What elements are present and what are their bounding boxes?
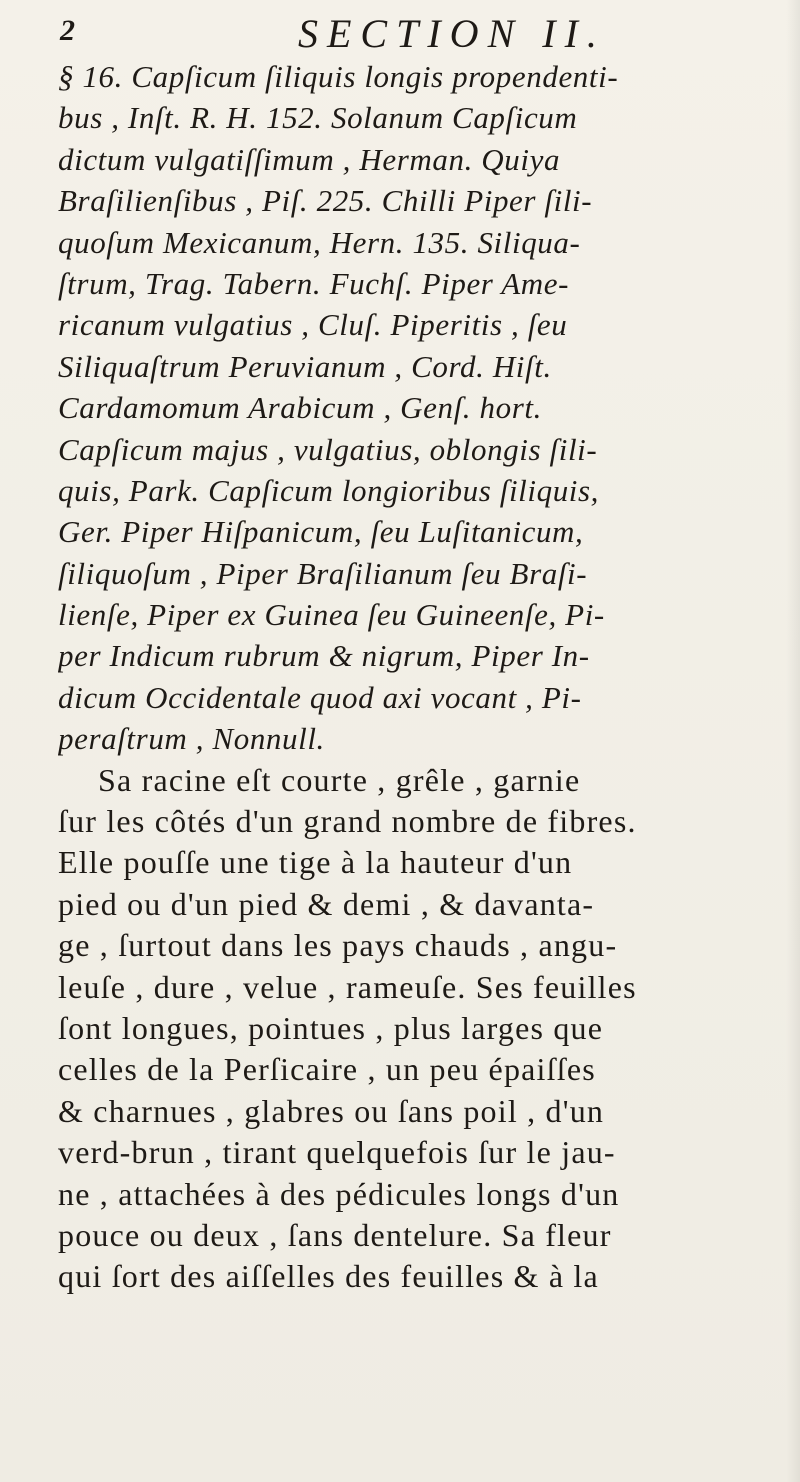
text-line: ſtrum, Trag. Tabern. Fuchſ. Piper Ame- (58, 265, 570, 301)
text-line: peraſtrum , Nonnull. (58, 721, 325, 757)
text-line: lienſe, Piper ex Guinea ſeu Guineenſe, Pi- (58, 597, 605, 633)
text-line: per Indicum rubrum & nigrum, Piper In- (58, 638, 590, 674)
text-line: & charnues , glabres ou ſans poil , d'un (58, 1092, 605, 1129)
text-line: quis, Park. Capſicum longioribus ſiliquis, (58, 472, 600, 508)
page-edge-shadow (786, 0, 800, 1482)
text-line: § 16. Capſicum ſiliquis longis propendenti- (58, 59, 619, 94)
text-line: Ger. Piper Hiſpanicum, ſeu Luſitanicum, (58, 514, 584, 550)
text-line: quoſum Mexicanum, Hern. 135. Siliqua- (58, 224, 581, 260)
text-line: celles de la Perſicaire , un peu épaiſſes (58, 1051, 596, 1088)
text-line: dicum Occidentale quod axi vocant , Pi- (58, 679, 582, 715)
text-line: Braſilienſibus , Piſ. 225. Chilli Piper ſili- (58, 183, 593, 219)
description-paragraph (58, 760, 778, 1298)
text-line: bus , Inſt. R. H. 152. Solanum Capſicum (58, 100, 578, 136)
text-line: leuſe , dure , velue , rameuſe. Ses feuilles (58, 968, 637, 1005)
text-line: ſiliquoſum , Piper Braſilianum ſeu Braſi- (58, 555, 588, 591)
running-head: SECTION II. (298, 11, 606, 56)
text-line: qui ſort des aiſſelles des feuilles & à la (58, 1258, 599, 1295)
text-line: ſur les côtés d'un grand nombre de fibres. (58, 803, 637, 840)
text-line: pied ou d'un pied & demi , & davanta- (58, 885, 595, 922)
text-line: Siliquaſtrum Peruvianum , Cord. Hiſt. (58, 348, 552, 384)
text-line: Sa racine eſt courte , grêle , garnie (98, 761, 581, 798)
synonym-paragraph (58, 56, 778, 760)
page-header (60, 10, 740, 54)
page-number: 2 (60, 14, 75, 47)
text-line: ne , attachées à des pédicules longs d'un (58, 1175, 620, 1212)
text-line: pouce ou deux , ſans dentelure. Sa fleur (58, 1216, 612, 1253)
body-text (58, 56, 778, 1298)
text-line: ricanum vulgatius , Cluſ. Piperitis , ſeu (58, 307, 568, 343)
text-line: verd-brun , tirant quelquefois ſur le jau- (58, 1134, 616, 1171)
text-line: Capſicum majus , vulgatius, oblongis ſili- (58, 431, 598, 467)
text-line: ſont longues, pointues , plus larges que (58, 1009, 604, 1046)
text-line: ge , ſurtout dans les pays chauds , angu- (58, 927, 618, 964)
text-line: Cardamomum Arabicum , Genſ. hort. (58, 390, 542, 426)
text-line: Elle pouſſe une tige à la hauteur d'un (58, 844, 573, 881)
text-line: dictum vulgatiſſimum , Herman. Quiya (58, 141, 561, 177)
